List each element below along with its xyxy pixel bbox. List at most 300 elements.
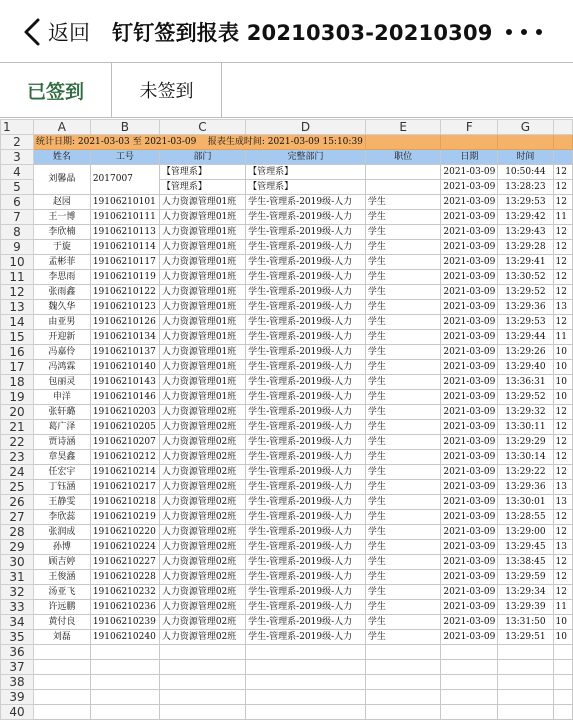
name-cell[interactable]: 任宏宇	[33, 465, 90, 480]
empty-cell[interactable]	[498, 645, 553, 660]
time-cell[interactable]: 13:29:39	[498, 600, 553, 615]
date-cell[interactable]: 2021-03-09	[441, 165, 498, 180]
date-cell[interactable]: 2021-03-09	[441, 285, 498, 300]
extra-cell[interactable]: 13	[553, 495, 572, 510]
column-header[interactable]: D	[246, 120, 366, 135]
empty-cell[interactable]	[553, 705, 572, 720]
name-cell[interactable]: 冯嘉伶	[33, 345, 90, 360]
date-cell[interactable]: 2021-03-09	[441, 450, 498, 465]
id-cell[interactable]: 19106210240	[90, 630, 159, 645]
name-cell[interactable]: 丁钰涵	[33, 480, 90, 495]
id-cell[interactable]: 19106210228	[90, 570, 159, 585]
position-cell[interactable]	[365, 180, 441, 195]
dept-cell[interactable]: 人力资源管理01班	[159, 375, 245, 390]
full-dept-cell[interactable]: 学生-管理系-2019级-人力	[246, 465, 366, 480]
dept-cell[interactable]: 人力资源管理02班	[159, 450, 245, 465]
name-cell[interactable]: 刘馨晶	[33, 165, 90, 195]
extra-cell[interactable]: 13	[553, 300, 572, 315]
date-cell[interactable]: 2021-03-09	[441, 495, 498, 510]
dept-cell[interactable]: 人力资源管理02班	[159, 465, 245, 480]
time-cell[interactable]: 13:29:32	[498, 405, 553, 420]
position-cell[interactable]: 学生	[365, 315, 441, 330]
time-cell[interactable]: 13:29:42	[498, 210, 553, 225]
extra-cell[interactable]: 12	[553, 180, 572, 195]
position-cell[interactable]: 学生	[365, 540, 441, 555]
name-cell[interactable]: 李欣蕊	[33, 510, 90, 525]
dept-cell[interactable]: 人力资源管理01班	[159, 330, 245, 345]
time-cell[interactable]: 13:29:53	[498, 315, 553, 330]
time-cell[interactable]: 13:29:52	[498, 390, 553, 405]
extra-cell[interactable]: 11	[553, 600, 572, 615]
empty-cell[interactable]	[159, 645, 245, 660]
id-cell[interactable]: 19106210126	[90, 315, 159, 330]
dept-cell[interactable]: 人力资源管理01班	[159, 360, 245, 375]
extra-cell[interactable]: 12	[553, 570, 572, 585]
position-cell[interactable]: 学生	[365, 435, 441, 450]
empty-cell[interactable]	[498, 675, 553, 690]
extra-cell[interactable]: 10	[553, 360, 572, 375]
name-cell[interactable]: 张雨鑫	[33, 285, 90, 300]
name-cell[interactable]: 许远鹏	[33, 600, 90, 615]
time-cell[interactable]: 13:29:51	[498, 630, 553, 645]
full-dept-cell[interactable]: 学生-管理系-2019级-人力	[246, 600, 366, 615]
time-cell[interactable]: 13:29:34	[498, 585, 553, 600]
date-cell[interactable]: 2021-03-09	[441, 615, 498, 630]
position-cell[interactable]: 学生	[365, 450, 441, 465]
full-dept-cell[interactable]: 学生-管理系-2019级-人力	[246, 630, 366, 645]
date-cell[interactable]: 2021-03-09	[441, 405, 498, 420]
empty-cell[interactable]	[498, 660, 553, 675]
more-options-button[interactable]	[506, 20, 542, 44]
dept-cell[interactable]: 人力资源管理01班	[159, 315, 245, 330]
position-cell[interactable]: 学生	[365, 630, 441, 645]
column-title[interactable]: 姓名	[33, 150, 90, 165]
time-cell[interactable]: 13:36:31	[498, 375, 553, 390]
date-cell[interactable]: 2021-03-09	[441, 210, 498, 225]
extra-cell[interactable]: 11	[553, 210, 572, 225]
dept-cell[interactable]: 人力资源管理02班	[159, 495, 245, 510]
dept-cell[interactable]: 人力资源管理02班	[159, 420, 245, 435]
empty-cell[interactable]	[441, 645, 498, 660]
name-cell[interactable]: 魏久华	[33, 300, 90, 315]
date-cell[interactable]: 2021-03-09	[441, 555, 498, 570]
full-dept-cell[interactable]: 学生-管理系-2019级-人力	[246, 345, 366, 360]
extra-cell[interactable]: 11	[553, 330, 572, 345]
name-cell[interactable]: 包丽灵	[33, 375, 90, 390]
dept-cell[interactable]: 人力资源管理01班	[159, 285, 245, 300]
full-dept-cell[interactable]: 学生-管理系-2019级-人力	[246, 480, 366, 495]
name-cell[interactable]: 王一博	[33, 210, 90, 225]
column-title[interactable]: 工号	[90, 150, 159, 165]
date-cell[interactable]: 2021-03-09	[441, 540, 498, 555]
id-cell[interactable]: 19106210205	[90, 420, 159, 435]
full-dept-cell[interactable]: 学生-管理系-2019级-人力	[246, 195, 366, 210]
id-cell[interactable]: 19106210232	[90, 585, 159, 600]
empty-cell[interactable]	[365, 660, 441, 675]
position-cell[interactable]: 学生	[365, 615, 441, 630]
full-dept-cell[interactable]: 学生-管理系-2019级-人力	[246, 330, 366, 345]
time-cell[interactable]: 13:29:36	[498, 300, 553, 315]
dept-cell[interactable]: 人力资源管理01班	[159, 240, 245, 255]
extra-cell[interactable]: 12	[553, 420, 572, 435]
dept-cell[interactable]: 人力资源管理01班	[159, 225, 245, 240]
time-cell[interactable]: 13:30:14	[498, 450, 553, 465]
empty-cell[interactable]	[246, 660, 366, 675]
tab-signed-in[interactable]: 已签到	[0, 63, 112, 117]
dept-cell[interactable]: 人力资源管理02班	[159, 555, 245, 570]
extra-cell[interactable]: 13	[553, 480, 572, 495]
full-dept-cell[interactable]: 学生-管理系-2019级-人力	[246, 225, 366, 240]
id-cell[interactable]: 19106210101	[90, 195, 159, 210]
id-cell[interactable]: 19106210207	[90, 435, 159, 450]
id-cell[interactable]: 2017007	[90, 165, 159, 195]
id-cell[interactable]: 19106210134	[90, 330, 159, 345]
id-cell[interactable]: 19106210219	[90, 510, 159, 525]
dept-cell[interactable]: 人力资源管理01班	[159, 270, 245, 285]
position-cell[interactable]: 学生	[365, 210, 441, 225]
date-cell[interactable]: 2021-03-09	[441, 630, 498, 645]
position-cell[interactable]: 学生	[365, 255, 441, 270]
empty-cell[interactable]	[159, 705, 245, 720]
column-header[interactable]: G	[498, 120, 553, 135]
id-cell[interactable]: 19106210146	[90, 390, 159, 405]
position-cell[interactable]: 学生	[365, 555, 441, 570]
name-cell[interactable]: 孙博	[33, 540, 90, 555]
position-cell[interactable]: 学生	[365, 300, 441, 315]
full-dept-cell[interactable]: 学生-管理系-2019级-人力	[246, 375, 366, 390]
id-cell[interactable]: 19106210122	[90, 285, 159, 300]
position-cell[interactable]: 学生	[365, 270, 441, 285]
dept-cell[interactable]: 人力资源管理02班	[159, 630, 245, 645]
position-cell[interactable]: 学生	[365, 600, 441, 615]
name-cell[interactable]: 李思雨	[33, 270, 90, 285]
empty-cell[interactable]	[365, 705, 441, 720]
name-cell[interactable]: 葛广泽	[33, 420, 90, 435]
id-cell[interactable]: 19106210117	[90, 255, 159, 270]
position-cell[interactable]: 学生	[365, 510, 441, 525]
id-cell[interactable]: 19106210143	[90, 375, 159, 390]
full-dept-cell[interactable]: 学生-管理系-2019级-人力	[246, 495, 366, 510]
time-cell[interactable]: 13:29:40	[498, 360, 553, 375]
name-cell[interactable]: 于旋	[33, 240, 90, 255]
column-header[interactable]: E	[365, 120, 441, 135]
full-dept-cell[interactable]: 学生-管理系-2019级-人力	[246, 285, 366, 300]
id-cell[interactable]: 19106210123	[90, 300, 159, 315]
extra-cell[interactable]: 12	[553, 225, 572, 240]
extra-cell[interactable]: 12	[553, 255, 572, 270]
info-cell[interactable]	[553, 135, 572, 150]
dept-cell[interactable]: 人力资源管理02班	[159, 405, 245, 420]
empty-cell[interactable]	[90, 645, 159, 660]
name-cell[interactable]: 章昊鑫	[33, 450, 90, 465]
position-cell[interactable]: 学生	[365, 465, 441, 480]
full-dept-cell[interactable]: 学生-管理系-2019级-人力	[246, 390, 366, 405]
full-dept-cell[interactable]: 学生-管理系-2019级-人力	[246, 360, 366, 375]
extra-cell[interactable]: 12	[553, 555, 572, 570]
extra-cell[interactable]: 10	[553, 345, 572, 360]
name-cell[interactable]: 贾诗涵	[33, 435, 90, 450]
full-dept-cell[interactable]: 学生-管理系-2019级-人力	[246, 315, 366, 330]
name-cell[interactable]: 王俊涵	[33, 570, 90, 585]
position-cell[interactable]: 学生	[365, 225, 441, 240]
time-cell[interactable]: 13:29:44	[498, 330, 553, 345]
full-dept-cell[interactable]: 学生-管理系-2019级-人力	[246, 540, 366, 555]
position-cell[interactable]: 学生	[365, 480, 441, 495]
date-cell[interactable]: 2021-03-09	[441, 420, 498, 435]
name-cell[interactable]: 开迎新	[33, 330, 90, 345]
position-cell[interactable]: 学生	[365, 360, 441, 375]
id-cell[interactable]: 19106210224	[90, 540, 159, 555]
extra-cell[interactable]: 12	[553, 450, 572, 465]
id-cell[interactable]: 19106210227	[90, 555, 159, 570]
dept-cell[interactable]: 人力资源管理01班	[159, 255, 245, 270]
stat-date-cell[interactable]	[33, 135, 365, 150]
full-dept-cell[interactable]: 学生-管理系-2019级-人力	[246, 405, 366, 420]
extra-cell[interactable]: 10	[553, 375, 572, 390]
time-cell[interactable]: 13:29:00	[498, 525, 553, 540]
date-cell[interactable]: 2021-03-09	[441, 435, 498, 450]
empty-cell[interactable]	[365, 675, 441, 690]
dept-cell[interactable]: 人力资源管理02班	[159, 510, 245, 525]
full-dept-cell[interactable]: 学生-管理系-2019级-人力	[246, 615, 366, 630]
full-dept-cell[interactable]: 【管理系】	[246, 165, 366, 180]
date-cell[interactable]: 2021-03-09	[441, 510, 498, 525]
id-cell[interactable]: 19106210113	[90, 225, 159, 240]
dept-cell[interactable]: 人力资源管理01班	[159, 345, 245, 360]
time-cell[interactable]: 13:29:45	[498, 540, 553, 555]
date-cell[interactable]: 2021-03-09	[441, 255, 498, 270]
column-header[interactable]: F	[441, 120, 498, 135]
column-header[interactable]: C	[159, 120, 245, 135]
name-cell[interactable]: 孟彬菲	[33, 255, 90, 270]
date-cell[interactable]: 2021-03-09	[441, 240, 498, 255]
dept-cell[interactable]: 人力资源管理02班	[159, 585, 245, 600]
date-cell[interactable]: 2021-03-09	[441, 225, 498, 240]
full-dept-cell[interactable]: 学生-管理系-2019级-人力	[246, 240, 366, 255]
extra-cell[interactable]: 12	[553, 285, 572, 300]
date-cell[interactable]: 2021-03-09	[441, 600, 498, 615]
empty-cell[interactable]	[365, 690, 441, 705]
dept-cell[interactable]: 人力资源管理02班	[159, 615, 245, 630]
empty-cell[interactable]	[441, 690, 498, 705]
position-cell[interactable]: 学生	[365, 330, 441, 345]
extra-cell[interactable]: 12	[553, 435, 572, 450]
id-cell[interactable]: 19106210111	[90, 210, 159, 225]
name-cell[interactable]: 李欣楠	[33, 225, 90, 240]
position-cell[interactable]: 学生	[365, 585, 441, 600]
dept-cell[interactable]: 人力资源管理02班	[159, 600, 245, 615]
time-cell[interactable]: 13:29:22	[498, 465, 553, 480]
date-cell[interactable]: 2021-03-09	[441, 270, 498, 285]
position-cell[interactable]: 学生	[365, 495, 441, 510]
empty-cell[interactable]	[159, 660, 245, 675]
position-cell[interactable]: 学生	[365, 195, 441, 210]
date-cell[interactable]: 2021-03-09	[441, 570, 498, 585]
full-dept-cell[interactable]: 学生-管理系-2019级-人力	[246, 555, 366, 570]
extra-cell[interactable]: 13	[553, 540, 572, 555]
extra-cell[interactable]: 10	[553, 390, 572, 405]
id-cell[interactable]: 19106210220	[90, 525, 159, 540]
extra-cell[interactable]: 12	[553, 405, 572, 420]
time-cell[interactable]: 13:30:52	[498, 270, 553, 285]
date-cell[interactable]: 2021-03-09	[441, 315, 498, 330]
time-cell[interactable]: 13:29:53	[498, 195, 553, 210]
position-cell[interactable]: 学生	[365, 390, 441, 405]
full-dept-cell[interactable]: 学生-管理系-2019级-人力	[246, 435, 366, 450]
column-header[interactable]	[553, 120, 572, 135]
column-title[interactable]: 日期	[441, 150, 498, 165]
extra-cell[interactable]: 10	[553, 615, 572, 630]
dept-cell[interactable]: 【管理系】	[159, 180, 245, 195]
name-cell[interactable]: 汤亚飞	[33, 585, 90, 600]
empty-cell[interactable]	[498, 705, 553, 720]
position-cell[interactable]: 学生	[365, 285, 441, 300]
id-cell[interactable]: 19106210217	[90, 480, 159, 495]
empty-cell[interactable]	[553, 675, 572, 690]
spreadsheet-view[interactable]	[0, 119, 573, 719]
id-cell[interactable]: 19106210114	[90, 240, 159, 255]
id-cell[interactable]: 19106210140	[90, 360, 159, 375]
time-cell[interactable]: 13:38:45	[498, 555, 553, 570]
extra-cell[interactable]: 12	[553, 465, 572, 480]
empty-cell[interactable]	[441, 660, 498, 675]
time-cell[interactable]: 13:29:52	[498, 285, 553, 300]
id-cell[interactable]: 19106210236	[90, 600, 159, 615]
extra-cell[interactable]: 12	[553, 195, 572, 210]
empty-cell[interactable]	[441, 705, 498, 720]
dept-cell[interactable]: 人力资源管理02班	[159, 525, 245, 540]
full-dept-cell[interactable]: 学生-管理系-2019级-人力	[246, 585, 366, 600]
position-cell[interactable]: 学生	[365, 240, 441, 255]
dept-cell[interactable]: 人力资源管理02班	[159, 570, 245, 585]
date-cell[interactable]: 2021-03-09	[441, 195, 498, 210]
time-cell[interactable]: 13:30:11	[498, 420, 553, 435]
full-dept-cell[interactable]: 学生-管理系-2019级-人力	[246, 510, 366, 525]
info-cell[interactable]	[498, 135, 553, 150]
extra-cell[interactable]: 12	[553, 585, 572, 600]
date-cell[interactable]: 2021-03-09	[441, 390, 498, 405]
extra-cell[interactable]: 12	[553, 240, 572, 255]
time-cell[interactable]: 13:31:50	[498, 615, 553, 630]
empty-cell[interactable]	[498, 690, 553, 705]
full-dept-cell[interactable]: 【管理系】	[246, 180, 366, 195]
empty-cell[interactable]	[365, 645, 441, 660]
back-button[interactable]	[22, 14, 90, 50]
time-cell[interactable]: 13:29:26	[498, 345, 553, 360]
time-cell[interactable]: 13:30:01	[498, 495, 553, 510]
extra-cell[interactable]: 12	[553, 510, 572, 525]
extra-cell[interactable]: 12	[553, 525, 572, 540]
position-cell[interactable]: 学生	[365, 345, 441, 360]
time-cell[interactable]: 13:28:55	[498, 510, 553, 525]
empty-cell[interactable]	[33, 660, 90, 675]
id-cell[interactable]: 19106210137	[90, 345, 159, 360]
name-cell[interactable]: 黄付良	[33, 615, 90, 630]
position-cell[interactable]	[365, 165, 441, 180]
empty-cell[interactable]	[553, 660, 572, 675]
time-cell[interactable]: 13:29:59	[498, 570, 553, 585]
extra-cell[interactable]: 12	[553, 270, 572, 285]
empty-cell[interactable]	[90, 690, 159, 705]
position-cell[interactable]: 学生	[365, 525, 441, 540]
date-cell[interactable]: 2021-03-09	[441, 345, 498, 360]
id-cell[interactable]: 19106210212	[90, 450, 159, 465]
time-cell[interactable]: 13:29:29	[498, 435, 553, 450]
date-cell[interactable]: 2021-03-09	[441, 465, 498, 480]
full-dept-cell[interactable]: 学生-管理系-2019级-人力	[246, 525, 366, 540]
empty-cell[interactable]	[246, 675, 366, 690]
full-dept-cell[interactable]: 学生-管理系-2019级-人力	[246, 255, 366, 270]
date-cell[interactable]: 2021-03-09	[441, 330, 498, 345]
extra-cell[interactable]: 12	[553, 315, 572, 330]
id-cell[interactable]: 19106210119	[90, 270, 159, 285]
date-cell[interactable]: 2021-03-09	[441, 525, 498, 540]
extra-cell[interactable]: 10	[553, 630, 572, 645]
empty-cell[interactable]	[159, 675, 245, 690]
position-cell[interactable]: 学生	[365, 570, 441, 585]
dept-cell[interactable]: 人力资源管理02班	[159, 480, 245, 495]
position-cell[interactable]: 学生	[365, 405, 441, 420]
time-cell[interactable]: 13:29:41	[498, 255, 553, 270]
date-cell[interactable]: 2021-03-09	[441, 300, 498, 315]
empty-cell[interactable]	[90, 660, 159, 675]
full-dept-cell[interactable]: 学生-管理系-2019级-人力	[246, 450, 366, 465]
name-cell[interactable]: 冯鸿霖	[33, 360, 90, 375]
dept-cell[interactable]: 人力资源管理01班	[159, 390, 245, 405]
time-cell[interactable]: 13:29:28	[498, 240, 553, 255]
name-cell[interactable]: 顾吉婷	[33, 555, 90, 570]
empty-cell[interactable]	[441, 675, 498, 690]
name-cell[interactable]: 张润成	[33, 525, 90, 540]
empty-cell[interactable]	[246, 645, 366, 660]
extra-cell[interactable]: 12	[553, 165, 572, 180]
empty-cell[interactable]	[33, 645, 90, 660]
column-header[interactable]: B	[90, 120, 159, 135]
info-cell[interactable]	[441, 135, 498, 150]
column-header[interactable]: A	[33, 120, 90, 135]
empty-cell[interactable]	[33, 675, 90, 690]
full-dept-cell[interactable]: 学生-管理系-2019级-人力	[246, 210, 366, 225]
date-cell[interactable]: 2021-03-09	[441, 360, 498, 375]
id-cell[interactable]: 19106210203	[90, 405, 159, 420]
empty-cell[interactable]	[33, 705, 90, 720]
time-cell[interactable]: 13:29:43	[498, 225, 553, 240]
dept-cell[interactable]: 【管理系】	[159, 165, 245, 180]
empty-cell[interactable]	[246, 690, 366, 705]
full-dept-cell[interactable]: 学生-管理系-2019级-人力	[246, 570, 366, 585]
date-cell[interactable]: 2021-03-09	[441, 585, 498, 600]
date-cell[interactable]: 2021-03-09	[441, 180, 498, 195]
position-cell[interactable]: 学生	[365, 375, 441, 390]
position-cell[interactable]: 学生	[365, 420, 441, 435]
full-dept-cell[interactable]: 学生-管理系-2019级-人力	[246, 270, 366, 285]
time-cell[interactable]: 13:28:23	[498, 180, 553, 195]
time-cell[interactable]: 13:29:36	[498, 480, 553, 495]
column-title[interactable]: 完整部门	[246, 150, 366, 165]
column-title[interactable]: 时间	[498, 150, 553, 165]
date-cell[interactable]: 2021-03-09	[441, 375, 498, 390]
name-cell[interactable]: 王静雯	[33, 495, 90, 510]
empty-cell[interactable]	[33, 690, 90, 705]
date-cell[interactable]: 2021-03-09	[441, 480, 498, 495]
empty-cell[interactable]	[159, 690, 245, 705]
empty-cell[interactable]	[90, 705, 159, 720]
full-dept-cell[interactable]: 学生-管理系-2019级-人力	[246, 300, 366, 315]
empty-cell[interactable]	[90, 675, 159, 690]
name-cell[interactable]: 刘磊	[33, 630, 90, 645]
dept-cell[interactable]: 人力资源管理01班	[159, 300, 245, 315]
name-cell[interactable]: 申洋	[33, 390, 90, 405]
